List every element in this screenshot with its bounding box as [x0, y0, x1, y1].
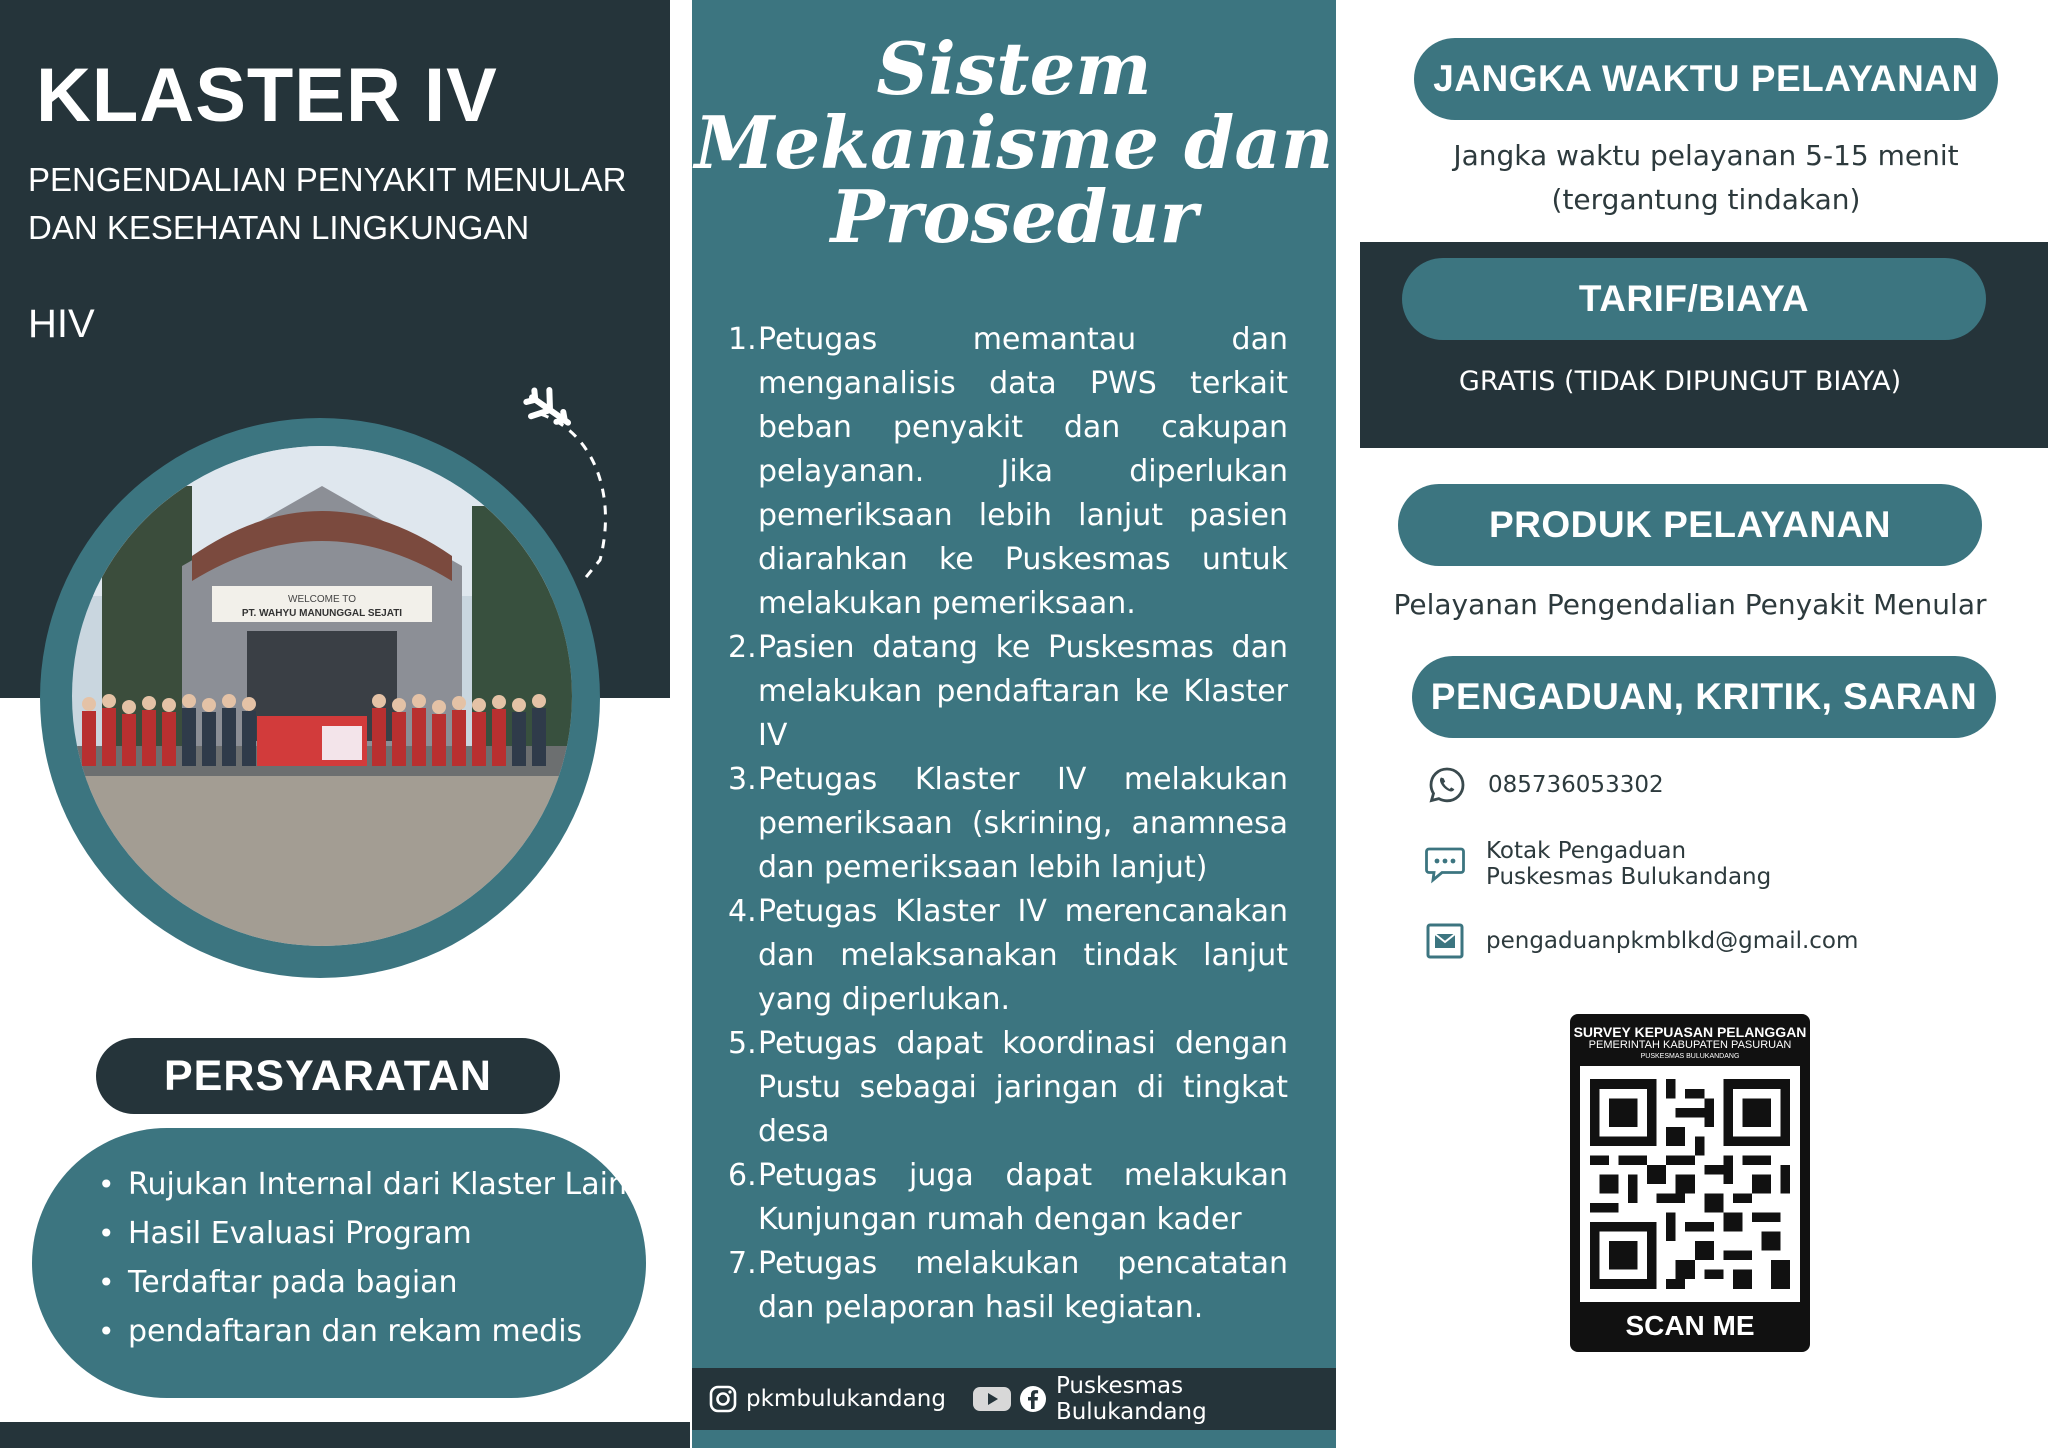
step-text: Petugas juga dapat melakukan Kunjungan rumah dengan kader [758, 1158, 1288, 1237]
requirements-title: PERSYARATAN [96, 1038, 560, 1114]
email-address: pengaduanpkmblkd@gmail.com [1486, 928, 1859, 954]
cluster-subtitle [28, 156, 648, 252]
requirements-list [128, 1160, 648, 1356]
step-number: 1. [728, 322, 757, 357]
procedure-panel [692, 0, 1336, 1448]
qr-header-org: PUSKESMAS BULUKANDANG [1640, 1053, 1740, 1060]
procedure-steps [728, 318, 1288, 1330]
chat-bubble-icon [1424, 843, 1466, 885]
step-number: 3. [728, 762, 757, 797]
fee-text: GRATIS (TIDAK DIPUNGUT BIAYA) [1458, 366, 1902, 397]
step-text: Petugas Klaster IV melakukan pemeriksaan (skrining, anamnesa dan pemeriksaan lebih lanjut) [758, 762, 1288, 885]
qr-scan-label: SCAN ME [1625, 1310, 1755, 1341]
step-number: 5. [728, 1026, 757, 1061]
facebook-page-name: Puskesmas Bulukandang [1055, 1373, 1207, 1425]
photo-sign-name: PT. WAHYU MANUNGGAL SEJATI [241, 608, 403, 619]
service-time-line-1: Jangka waktu pelayanan 5-15 menit [1453, 139, 1959, 172]
youtube-icon [972, 1385, 1012, 1413]
step-number: 2. [728, 630, 757, 665]
complaint-box-text [1486, 838, 1771, 890]
cluster-topic: HIV [28, 302, 95, 346]
step-number: 7. [728, 1246, 757, 1281]
requirements-box [32, 1128, 646, 1398]
procedure-title-line-1: Sistem [876, 26, 1152, 111]
procedure-step [728, 318, 1288, 626]
step-text: Petugas melakukan pencatatan dan pelaporan hasil kegiatan. [758, 1246, 1288, 1325]
complaint-title: PENGADUAN, KRITIK, SARAN [1412, 656, 1996, 738]
step-text: Petugas memantau dan menganalisis data PWS terkait beban penyakit dan cakupan pelayanan. Jika diperlukan pemeriksaan lebih lanjut pasien diarahkan ke Puskesmas untuk melakukan pemeriksaan. [758, 322, 1288, 621]
procedure-step [728, 626, 1288, 758]
requirement-item-continuation: • pendaftaran dan rekam medis [128, 1307, 648, 1356]
complaint-box-line-1: Kotak Pengaduan [1486, 838, 1687, 864]
step-number: 4. [728, 894, 757, 929]
instagram-icon [708, 1384, 738, 1414]
procedure-step [728, 1242, 1288, 1330]
procedure-step [728, 1154, 1288, 1242]
step-text: Petugas Klaster IV merencanakan dan melaksanakan tindak lanjut yang diperlukan. [758, 894, 1288, 1017]
service-time-text [1414, 134, 1998, 222]
service-time-title: JANGKA WAKTU PELAYANAN [1414, 38, 1998, 120]
email-icon [1424, 920, 1466, 962]
group-photo [72, 446, 572, 946]
qr-header-title: SURVEY KEPUASAN PELANGGAN [1573, 1024, 1807, 1040]
whatsapp-icon [1426, 764, 1468, 806]
complaint-box-line-2: Puskesmas Bulukandang [1486, 864, 1772, 890]
phone-number: 085736053302 [1488, 772, 1664, 798]
fee-title: TARIF/BIAYA [1402, 258, 1986, 340]
product-title: PRODUK PELAYANAN [1398, 484, 1982, 566]
photo-sign-text: WELCOME TO [288, 594, 356, 605]
step-text: Pasien datang ke Puskesmas dan melakukan pendaftaran ke Klaster IV [758, 630, 1288, 753]
procedure-title [692, 26, 1336, 259]
instagram-link[interactable] [708, 1384, 946, 1414]
qr-code[interactable] [1580, 1066, 1800, 1302]
requirement-item: • Terdaftar pada bagian [128, 1258, 648, 1307]
procedure-title-line-3: Prosedur [830, 174, 1198, 259]
email-contact[interactable] [1424, 920, 1858, 962]
survey-qr-card[interactable] [1570, 1014, 1810, 1352]
cluster-subtitle-line-1: PENGENDALIAN PENYAKIT MENULAR [28, 161, 627, 198]
social-footer [692, 1368, 1336, 1430]
requirement-item: • Hasil Evaluasi Program [128, 1209, 648, 1258]
product-text: Pelayanan Pengendalian Penyakit Menular [1393, 588, 1987, 621]
qr-header-subtitle: PEMERINTAH KABUPATEN PASURUAN [1588, 1039, 1792, 1051]
cluster-subtitle-line-2: DAN KESEHATAN LINGKUNGAN [28, 209, 530, 246]
facebook-icon [1018, 1384, 1048, 1414]
complaint-box-contact [1424, 838, 1771, 890]
instagram-handle: pkmbulukandang [746, 1386, 946, 1412]
cluster-title: KLASTER IV [36, 53, 498, 138]
procedure-step [728, 758, 1288, 890]
procedure-step [728, 1022, 1288, 1154]
service-time-line-2: (tergantung tindakan) [1551, 183, 1861, 216]
procedure-step [728, 890, 1288, 1022]
step-text: Petugas dapat koordinasi dengan Pustu sebagai jaringan di tingkat desa [758, 1026, 1288, 1149]
requirement-item: • Rujukan Internal dari Klaster Lain [128, 1160, 648, 1209]
phone-contact[interactable] [1426, 764, 1664, 806]
procedure-title-line-2: Mekanisme dan [694, 100, 1334, 185]
step-number: 6. [728, 1158, 757, 1193]
facebook-link[interactable] [972, 1373, 1336, 1425]
left-bottom-bar [0, 1422, 690, 1448]
